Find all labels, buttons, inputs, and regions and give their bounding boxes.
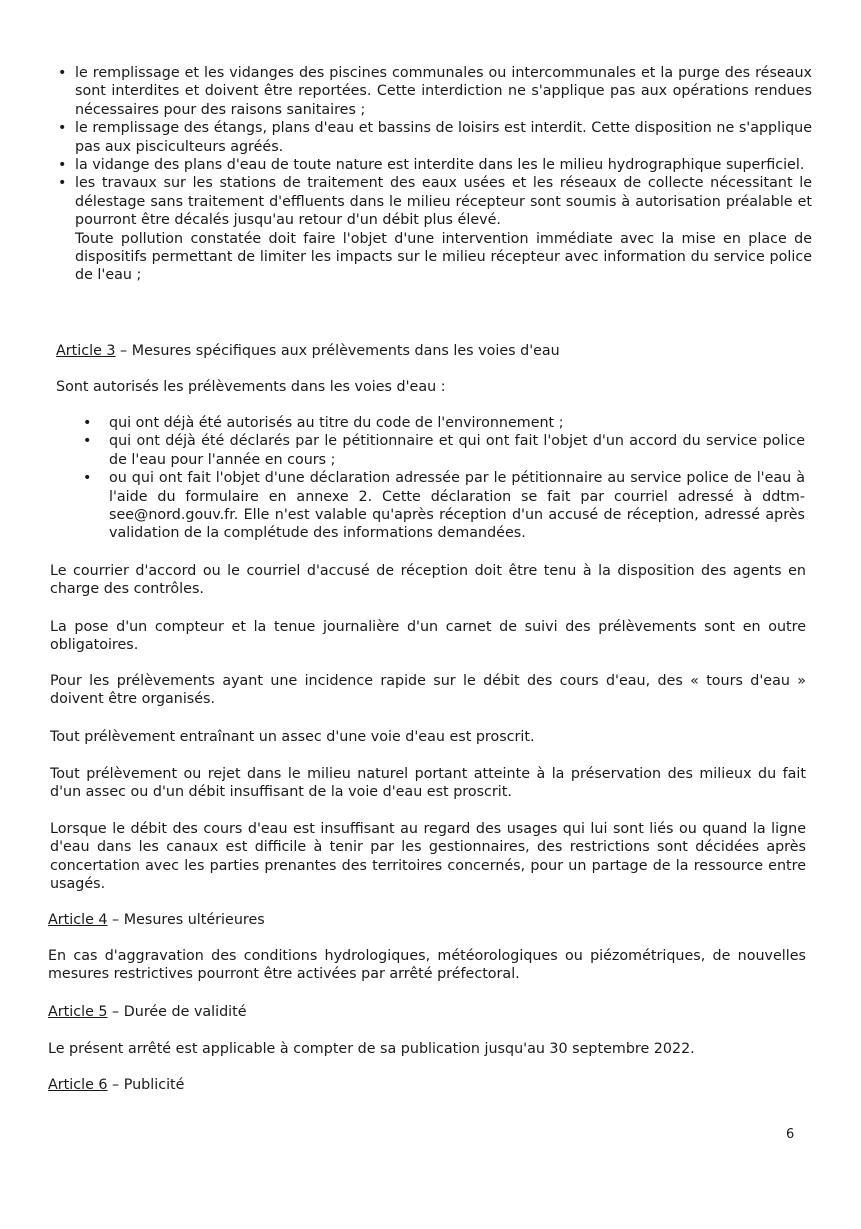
article-3-list bbox=[83, 414, 805, 543]
paragraph: En cas d'aggravation des conditions hydrologiques, météorologiques ou piézométriques, de nouvelles mesures restrictives pourront être activées par arrêté préfectoral. bbox=[48, 948, 806, 983]
list-continuation: Toute pollution constatée doit faire l'objet d'une intervention immédiate avec la mise en place de dispositifs permettant de limiter les impacts sur le milieu récepteur avec information du service police de l'eau ; bbox=[75, 230, 812, 284]
article-3-heading bbox=[56, 342, 816, 360]
article-4-heading bbox=[48, 911, 808, 929]
list-item: • qui ont déjà été déclarés par le pétitionnaire et qui ont fait l'objet d'un accord du service police de l'eau pour l'année en cours ; bbox=[83, 433, 805, 468]
bullet-icon: • bbox=[83, 415, 92, 431]
list-item: • le remplissage et les vidanges des piscines communales ou intercommunales et la purge des réseaux sont interdites et doivent être reportées. Cette interdiction ne s'applique pas aux opérations rendues nécessaires pour des raisons sanitaires ; bbox=[58, 65, 812, 118]
article-title: – Durée de validité bbox=[107, 1004, 247, 1020]
paragraph: Le courrier d'accord ou le courriel d'accusé de réception doit être tenu à la disposition des agents en charge des contrôles. bbox=[50, 563, 806, 598]
paragraph: Tout prélèvement ou rejet dans le milieu naturel portant atteinte à la préservation des milieux du fait d'un assec ou d'un débit insuffisant de la voie d'eau est proscrit. bbox=[50, 766, 806, 801]
list-item: • le remplissage des étangs, plans d'eau et bassins de loisirs est interdit. Cette disposition ne s'applique pas aux pisciculteurs agréés. bbox=[58, 120, 812, 155]
list-item: • les travaux sur les stations de traitement des eaux usées et les réseaux de collecte nécessitant le délestage sans traitement d'effluents dans le milieu récepteur sont soumis à autorisation préalable et pourront être décalés jusqu'au retour d'un débit plus élevé. bbox=[58, 175, 812, 229]
article-3-intro: Sont autorisés les prélèvements dans les voies d'eau : bbox=[56, 379, 446, 395]
article-5-heading bbox=[48, 1003, 808, 1021]
page-number: 6 bbox=[786, 1127, 795, 1142]
article-6-heading bbox=[48, 1076, 808, 1094]
bullet-icon: • bbox=[83, 433, 92, 450]
paragraph: Lorsque le débit des cours d'eau est insuffisant au regard des usages qui lui sont liés ou quand la ligne d'eau dans les canaux est difficile à tenir par les gestionnaires, des restrictions sont décidées après concertation avec les parties prenantes des territoires concernés, pour un partage de la ressource entre usagés. bbox=[50, 821, 806, 893]
article-title: – Mesures spécifiques aux prélèvements dans les voies d'eau bbox=[115, 343, 560, 359]
paragraph: Le présent arrêté est applicable à compter de sa publication jusqu'au 30 septembre 2022. bbox=[48, 1041, 695, 1057]
bullet-icon: • bbox=[58, 157, 67, 174]
article-title: – Publicité bbox=[107, 1077, 185, 1093]
article-label: Article 6 bbox=[48, 1077, 108, 1093]
bullet-icon: • bbox=[83, 470, 92, 487]
bullet-icon: • bbox=[58, 65, 67, 81]
list-item: • qui ont déjà été autorisés au titre du code de l'environnement ; bbox=[83, 415, 564, 431]
list-item: • la vidange des plans d'eau de toute nature est interdite dans les le milieu hydrographique superficiel. bbox=[58, 157, 805, 174]
paragraph: Tout prélèvement entraînant un assec d'une voie d'eau est proscrit. bbox=[50, 729, 535, 745]
restrictions-list bbox=[58, 64, 812, 285]
bullet-icon: • bbox=[58, 120, 67, 137]
paragraph: Pour les prélèvements ayant une incidence rapide sur le débit des cours d'eau, des « tours d'eau » doivent être organisés. bbox=[50, 673, 806, 708]
article-title: – Mesures ultérieures bbox=[107, 912, 265, 928]
paragraph: La pose d'un compteur et la tenue journalière d'un carnet de suivi des prélèvements sont en outre obligatoires. bbox=[50, 619, 806, 654]
bullet-icon: • bbox=[58, 175, 67, 192]
article-label: Article 3 bbox=[56, 343, 116, 359]
list-item: • ou qui ont fait l'objet d'une déclaration adressée par le pétitionnaire au service police de l'eau à l'aide du formulaire en annexe 2. Cette déclaration se fait par courriel adressé à ddtm-see@nord.gouv.fr. Elle n'est valable qu'après réception d'un accusé de réception, adressé après validation de la complétude des informations demandées. bbox=[83, 470, 805, 542]
article-label: Article 4 bbox=[48, 912, 108, 928]
article-label: Article 5 bbox=[48, 1004, 108, 1020]
